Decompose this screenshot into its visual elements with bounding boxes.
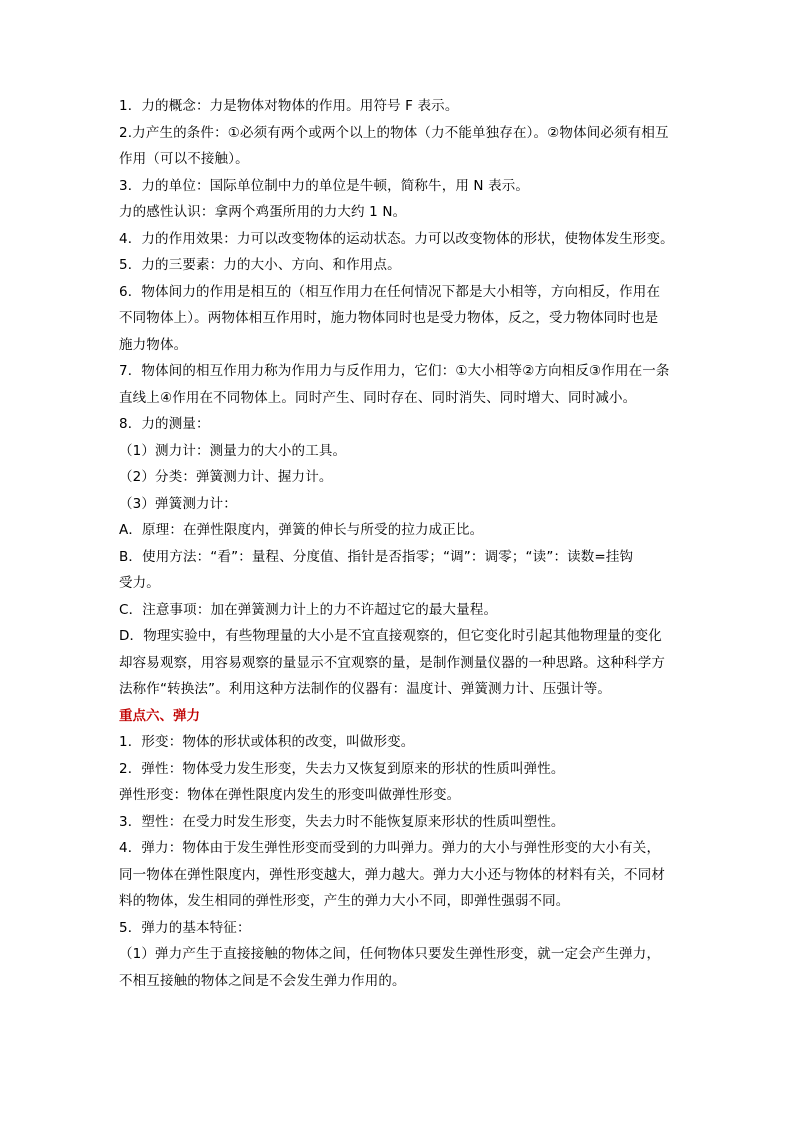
text-line: 弹性形变：物体在弹性限度内发生的形变叫做弹性形变。 xyxy=(119,787,461,803)
text-line: 4．力的作用效果：力可以改变物体的运动状态。力可以改变物体的形状，使物体发生形变。 xyxy=(119,230,674,247)
text-line: 不同物体上）。两物体相互作用时，施力物体同时也是受力物体，反之，受力物体同时也是 xyxy=(119,310,659,326)
section-heading: 重点六、弹力 xyxy=(119,707,200,724)
text-line: 6．物体间力的作用是相互的（相互作用力在任何情况下都是大小相等，方向相反，作用在 xyxy=(119,283,661,300)
text-line: 8．力的测量： xyxy=(119,416,210,432)
text-line: 却容易观察，用容易观察的量显示不宜观察的量，是制作测量仪器的一种思路。这种科学方 xyxy=(119,654,665,671)
text-line: 5．力的三要素：力的大小、方向、和作用点。 xyxy=(119,257,401,273)
text-line: 4．弹力：物体由于发生弹性形变而受到的力叫弹力。弹力的大小与弹性形变的大小有关， xyxy=(119,840,661,856)
text-line: 力的感性认识：拿两个鸡蛋所用的力大约 1 N。 xyxy=(119,204,407,220)
text-line: （3）弹簧测力计： xyxy=(119,495,237,512)
text-line: 7．物体间的相互作用力称为作用力与反作用力，它们：①大小相等②方向相反③作用在一条 xyxy=(119,363,670,379)
text-line: A．原理：在弹性限度内，弹簧的伸长与所受的拉力成正比。 xyxy=(119,522,484,538)
text-line: （1）测力计：测量力的大小的工具。 xyxy=(119,442,347,459)
text-line: 施力物体。 xyxy=(119,336,188,353)
text-line: 3．力的单位：国际单位制中力的单位是牛顿，简称牛，用 N 表示。 xyxy=(119,177,530,194)
text-line: 不相互接触的物体之间是不会发生弹力作用的。 xyxy=(119,972,406,989)
text-line: B．使用方法：“看”：量程、分度值、指针是否指零；“调”：调零；“读”：读数=挂钩 xyxy=(119,548,634,565)
text-line: （1）弹力产生于直接接触的物体之间，任何物体只要发生弹性形变，就一定会产生弹力， xyxy=(119,946,661,962)
text-line: 料的物体，发生相同的弹性形变，产生的弹力大小不同，即弹性强弱不同。 xyxy=(119,893,570,909)
text-line: 直线上④作用在不同物体上。同时产生、同时存在、同时消失、同时增大、同时减小。 xyxy=(119,389,637,406)
text-line: 3．塑性：在受力时发生形变，失去力时不能恢复原来形状的性质叫塑性。 xyxy=(119,813,565,830)
text-line: 5．弹力的基本特征： xyxy=(119,919,251,936)
text-line: 2．弹性：物体受力发生形变，失去力又恢复到原来的形状的性质叫弹性。 xyxy=(119,760,565,777)
text-line: 1．形变：物体的形状或体积的改变，叫做形变。 xyxy=(119,734,415,750)
text-line: 法称作“转换法”。利用这种方法制作的仪器有：温度计、弹簧测力计、压强计等。 xyxy=(119,681,612,697)
text-line: D．物理实验中，有些物理量的大小是不宜直接观察的，但它变化时引起其他物理量的变化 xyxy=(119,628,662,644)
text-line: C．注意事项：加在弹簧测力计上的力不许超过它的最大量程。 xyxy=(119,601,498,618)
text-line: 同一物体在弹性限度内，弹性形变越大，弹力越大。弹力大小还与物体的材料有关，不同材 xyxy=(119,866,665,883)
document-body xyxy=(119,93,689,994)
text-line: 作用（可以不接触）。 xyxy=(119,151,249,167)
text-line: 2.力产生的条件：①必须有两个或两个以上的物体（力不能单独存在）。②物体间必须有相互 xyxy=(119,124,669,141)
text-line: 受力。 xyxy=(119,575,160,591)
text-line: （2）分类：弹簧测力计、握力计。 xyxy=(119,469,333,485)
text-line: 1．力的概念：力是物体对物体的作用。用符号 F 表示。 xyxy=(119,98,459,114)
